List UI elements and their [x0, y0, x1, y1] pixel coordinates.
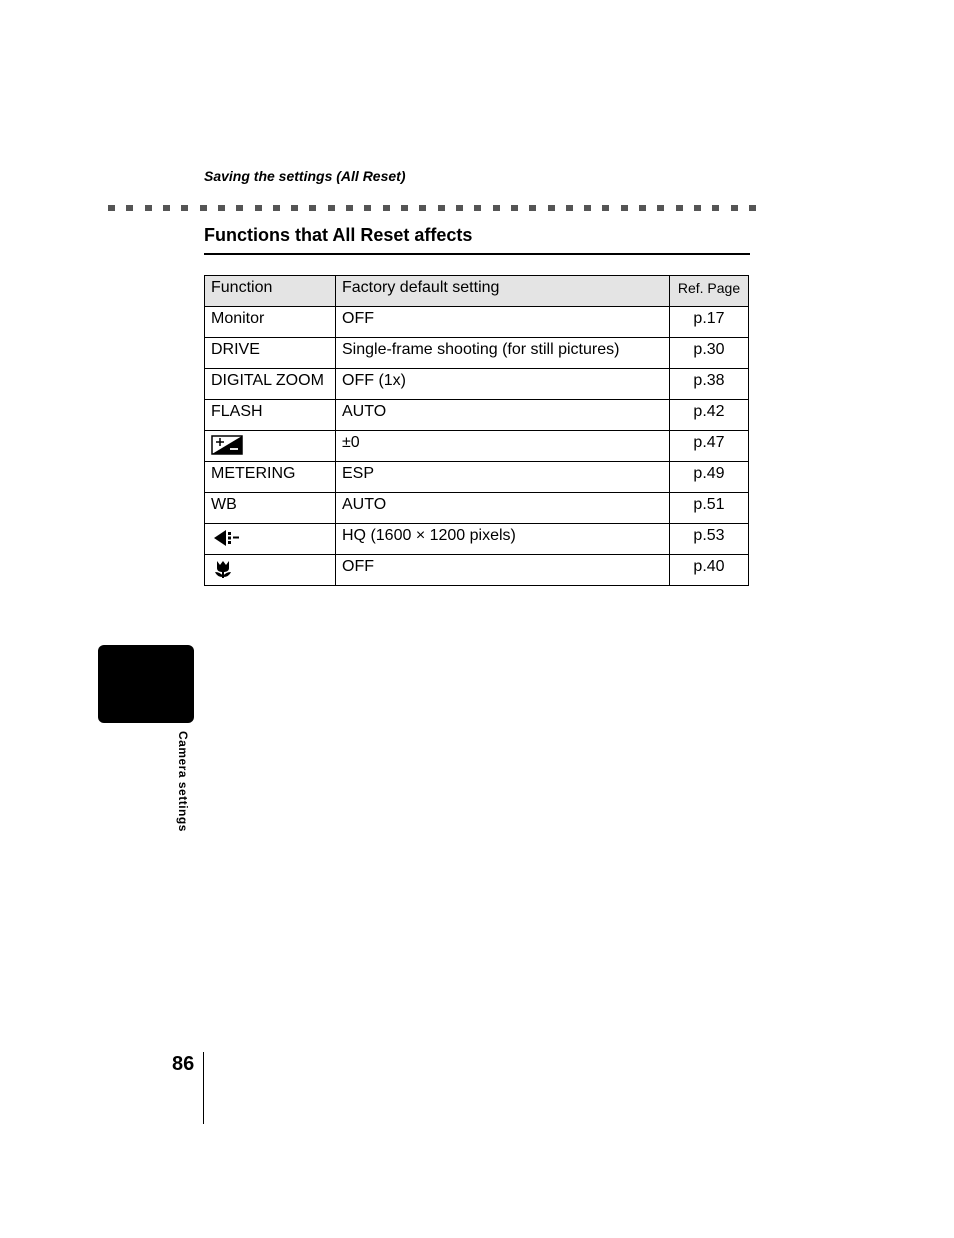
- table-row: [205, 493, 749, 524]
- setting-cell: ESP: [336, 462, 670, 493]
- ref-page-cell: p.49: [670, 462, 749, 493]
- page-number-rule: [203, 1052, 204, 1124]
- table-row: [205, 462, 749, 493]
- divider-square: [346, 205, 353, 211]
- ref-page-cell: p.40: [670, 555, 749, 586]
- section-title: Functions that All Reset affects: [204, 225, 750, 255]
- divider-square: [511, 205, 518, 211]
- divider-square: [621, 205, 628, 211]
- setting-cell: OFF (1x): [336, 369, 670, 400]
- divider-square: [126, 205, 133, 211]
- chapter-tab-label: Camera settings: [176, 731, 190, 832]
- running-head: Saving the settings (All Reset): [204, 168, 406, 184]
- function-icon-cell: [205, 431, 336, 462]
- divider-square: [657, 205, 664, 211]
- function-icon-cell: [205, 555, 336, 586]
- function-cell: METERING: [205, 462, 336, 493]
- ref-page-cell: p.51: [670, 493, 749, 524]
- divider-square: [676, 205, 683, 211]
- setting-cell: OFF: [336, 307, 670, 338]
- divider-square: [108, 205, 115, 211]
- ref-page-cell: p.53: [670, 524, 749, 555]
- page-number: 86: [172, 1053, 195, 1075]
- dotted-divider: [108, 205, 756, 211]
- setting-cell: Single-frame shooting (for still pictures): [336, 338, 670, 369]
- divider-square: [694, 205, 701, 211]
- divider-square: [529, 205, 536, 211]
- divider-square: [548, 205, 555, 211]
- table-row: [205, 431, 749, 462]
- chapter-tab: [98, 645, 194, 723]
- divider-square: [364, 205, 371, 211]
- divider-square: [328, 205, 335, 211]
- table-row: [205, 524, 749, 555]
- setting-cell: AUTO: [336, 400, 670, 431]
- function-cell: Monitor: [205, 307, 336, 338]
- divider-square: [383, 205, 390, 211]
- divider-square: [273, 205, 280, 211]
- table-row: [205, 307, 749, 338]
- macro-tulip-icon: [211, 559, 235, 579]
- divider-square: [145, 205, 152, 211]
- table-header-row: [205, 276, 749, 307]
- divider-square: [200, 205, 207, 211]
- divider-square: [291, 205, 298, 211]
- ref-page-cell: p.30: [670, 338, 749, 369]
- ref-page-cell: p.17: [670, 307, 749, 338]
- table-row: [205, 400, 749, 431]
- divider-square: [236, 205, 243, 211]
- ref-page-cell: p.38: [670, 369, 749, 400]
- divider-square: [731, 205, 738, 211]
- divider-square: [438, 205, 445, 211]
- header-setting: Factory default setting: [336, 276, 670, 307]
- divider-square: [712, 205, 719, 211]
- table-row: [205, 338, 749, 369]
- table-row: [205, 369, 749, 400]
- divider-square: [218, 205, 225, 211]
- divider-square: [584, 205, 591, 211]
- divider-square: [401, 205, 408, 211]
- function-icon-cell: [205, 524, 336, 555]
- divider-square: [639, 205, 646, 211]
- header-ref-page: Ref. Page: [670, 276, 749, 307]
- ref-page-cell: p.42: [670, 400, 749, 431]
- divider-square: [181, 205, 188, 211]
- function-cell: FLASH: [205, 400, 336, 431]
- setting-cell: ±0: [336, 431, 670, 462]
- divider-square: [493, 205, 500, 211]
- divider-square: [749, 205, 756, 211]
- function-cell: DIGITAL ZOOM: [205, 369, 336, 400]
- function-cell: WB: [205, 493, 336, 524]
- functions-table: [204, 275, 749, 586]
- header-function: Function: [205, 276, 336, 307]
- divider-square: [419, 205, 426, 211]
- divider-square: [255, 205, 262, 211]
- divider-square: [456, 205, 463, 211]
- divider-square: [163, 205, 170, 211]
- divider-square: [474, 205, 481, 211]
- setting-cell: AUTO: [336, 493, 670, 524]
- table-row: [205, 555, 749, 586]
- divider-square: [309, 205, 316, 211]
- function-cell: DRIVE: [205, 338, 336, 369]
- divider-square: [602, 205, 609, 211]
- ref-page-cell: p.47: [670, 431, 749, 462]
- divider-square: [566, 205, 573, 211]
- setting-cell: HQ (1600 × 1200 pixels): [336, 524, 670, 555]
- image-quality-icon: [211, 528, 243, 548]
- exposure-compensation-icon: [211, 435, 243, 455]
- setting-cell: OFF: [336, 555, 670, 586]
